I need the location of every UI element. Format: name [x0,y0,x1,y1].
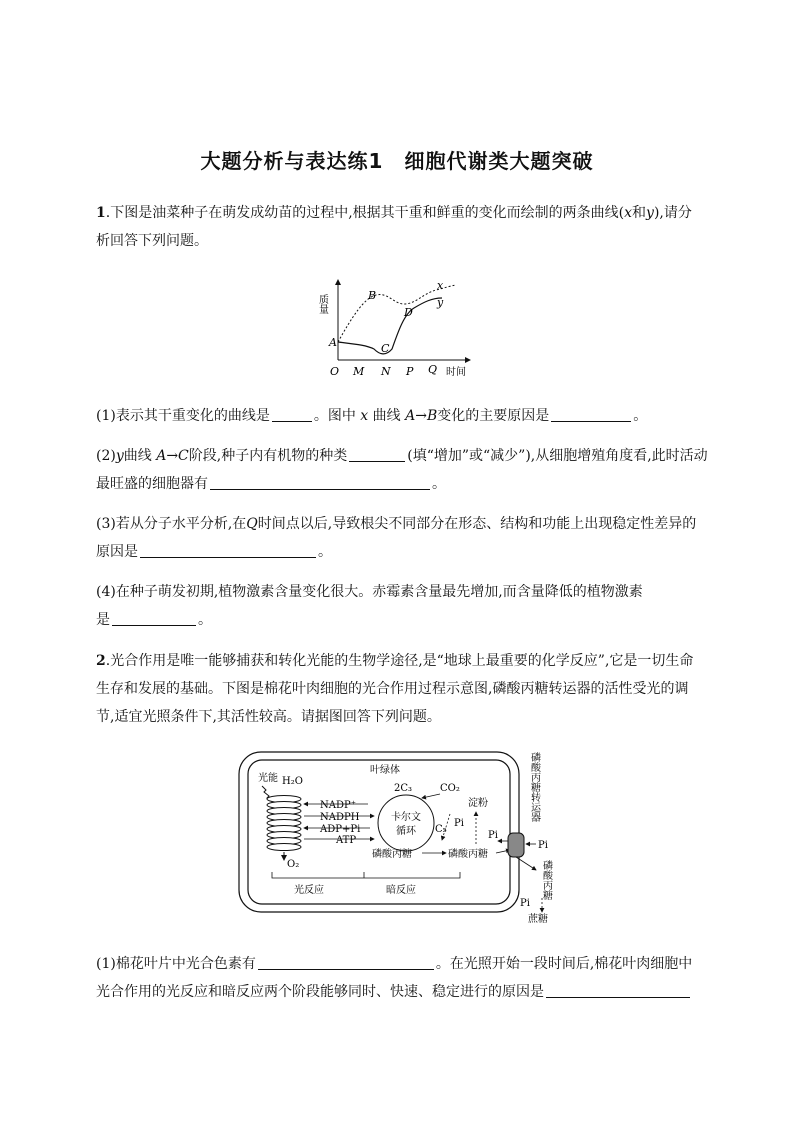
q2-p1-text3: 光合作用的光反应和暗反应两个阶段能够同时、快速、稳定进行的原因是 [96,984,544,1000]
pi-bottom-label: Pi [520,898,530,909]
reaction-bracket [272,872,460,878]
light-label: 光能 [258,773,278,784]
q1-p3-text3: 原因是 [96,544,138,560]
q1-p1-text4: 变化的主要原因是 [437,408,550,424]
transporter-label: 磷酸丙糖转运器 [528,752,540,822]
q1-p2-text5: 最旺盛的细胞器有 [96,476,208,492]
thylakoid-stack [267,796,301,851]
tick-p: P [406,365,414,378]
point-a: A [329,336,337,349]
q1-graph [318,272,478,382]
q2-stem-line3: 节,适宜光照条件下,其活性较高。请据图回答下列问题。 [96,709,441,725]
h2o-label: H₂O [282,776,303,787]
q2-stem-text: .光合作用是唯一能够捕获和转化光能的生物学途径,是“地球上最重要的化学反应”,它是一切生命 [105,653,694,669]
c3-label: 2C₃ [394,783,413,794]
q2-diagram [236,744,566,925]
q2-part1-line1 [96,954,692,974]
calvin-cycle-circle [378,795,434,851]
calvin-label-1: 卡尔文 [391,812,421,823]
q1-stem-tail: ),请分 [653,205,692,221]
q1-part3-line2 [96,542,332,562]
q1-stem-text: .下图是油菜种子在萌发成幼苗的过程中,根据其干重和鲜重的变化而绘制的两条曲线( [105,205,625,221]
q1-p2-text2: 曲线 [123,448,152,464]
q1-stem-line1 [96,203,692,223]
q1-stem-y: y [646,205,654,221]
tick-m: M [353,365,365,378]
y-axis-label: 质量 [316,294,328,314]
tick-o: O [330,365,340,378]
q1-part4-line1: (4)在种子萌发初期,植物激素含量变化很大。赤霉素含量最先增加,而含量降低的植物激素 [96,584,643,600]
q1-p2-text3: 阶段,种子内有机物的种类 [188,448,348,464]
q1-stem-and: 和 [632,205,647,221]
q2-stem-line1 [96,651,693,671]
nadp-label: NADP⁺ [320,800,356,811]
q1-stem-line2: 析回答下列问题。 [96,233,208,249]
q1-p4-text: 是 [96,612,110,628]
q2-number: 2 [96,653,106,669]
q1-p2-text4: (填“增加”或“减少”),从细胞增殖角度看,此时活动 [407,448,708,464]
tick-n: N [381,365,391,378]
q1-p4-end: 。 [198,612,212,628]
atp-label: ATP [336,835,357,846]
q1-p1-end: 。 [633,408,648,424]
answer-blank[interactable] [546,983,690,998]
c5-label: C₅ [435,824,447,835]
q1-p2-ac: A→C [156,448,189,464]
transporter-icon [508,833,524,857]
point-d: D [404,306,413,319]
co2-label: CO₂ [440,783,460,794]
o2-label: O₂ [287,859,300,870]
point-b: B [368,289,377,302]
q1-p2-text: (2) [96,448,116,464]
q1-number: 1 [96,205,106,221]
q1-p2-end: 。 [432,476,446,492]
adp-label: ADP+Pi [320,824,361,835]
calvin-label-2: 循环 [396,826,416,837]
q1-part2-line2 [96,474,446,494]
triose-inner-label: 磷酸丙糖 [372,849,412,860]
answer-blank[interactable] [210,475,430,490]
q1-p3-end: 。 [318,544,332,560]
triose-out-label: 磷酸丙糖 [540,860,552,900]
curve-x [338,285,456,342]
q1-p1-x: x [360,408,369,424]
answer-blank[interactable] [112,611,196,626]
nadph-label: NADPH [320,812,360,823]
starch-label: 淀粉 [468,798,488,809]
answer-blank[interactable] [349,447,405,462]
q2-part1-line2 [96,982,692,1002]
q1-p3-text: (3)若从分子水平分析,在 [96,516,247,532]
chloroplast-label: 叶绿体 [370,765,400,776]
q1-part1 [96,406,647,426]
answer-blank[interactable] [272,407,312,422]
q2-p1-text2: 。在光照开始一段时间后,棉花叶肉细胞中 [435,956,693,972]
q1-part4-line2 [96,610,212,630]
light-reaction-label: 光反应 [294,885,324,896]
point-c: C [381,342,390,355]
pi-out-label: Pi [538,840,548,851]
pi-mid-label: Pi [488,830,498,841]
co2-arrow [422,794,440,798]
q1-p1-text2: 。图中 [313,408,356,424]
answer-blank[interactable] [551,407,631,422]
triose-mid-label: 磷酸丙糖 [448,849,488,860]
q1-part2-line1 [96,446,708,466]
q1-p1-text: (1)表示其干重变化的曲线是 [96,408,270,424]
curve-y-label: y [437,296,444,309]
q2-p1-text: (1)棉花叶片中光合色素有 [96,956,256,972]
page-title: 大题分析与表达练1 细胞代谢类大题突破 [200,149,594,173]
q1-p2-y: y [115,448,124,464]
q1-p1-ab: A→B [405,408,438,424]
tick-q: Q [428,363,438,376]
q1-part3-line1 [96,514,696,534]
q1-stem-x: x [624,205,633,221]
curve-x-label: x [437,279,444,292]
q1-p3-q: Q [246,516,258,532]
q1-p3-text2: 时间点以后,导致根尖不同部分在形态、结构和功能上出现稳定性差异的 [257,516,697,532]
q1-p1-text3: 曲线 [372,408,401,424]
answer-blank[interactable] [140,543,316,558]
pi-inner-label: Pi [454,818,464,829]
dark-reaction-label: 暗反应 [386,885,416,896]
answer-blank[interactable] [258,955,434,970]
x-axis-label: 时间 [446,367,466,378]
sucrose-label: 蔗糖 [528,914,548,925]
curve-y [338,298,442,354]
q2-stem-line2: 生存和发展的基础。下图是棉花叶肉细胞的光合作用过程示意图,磷酸丙糖转运器的活性受光的调 [96,681,689,697]
